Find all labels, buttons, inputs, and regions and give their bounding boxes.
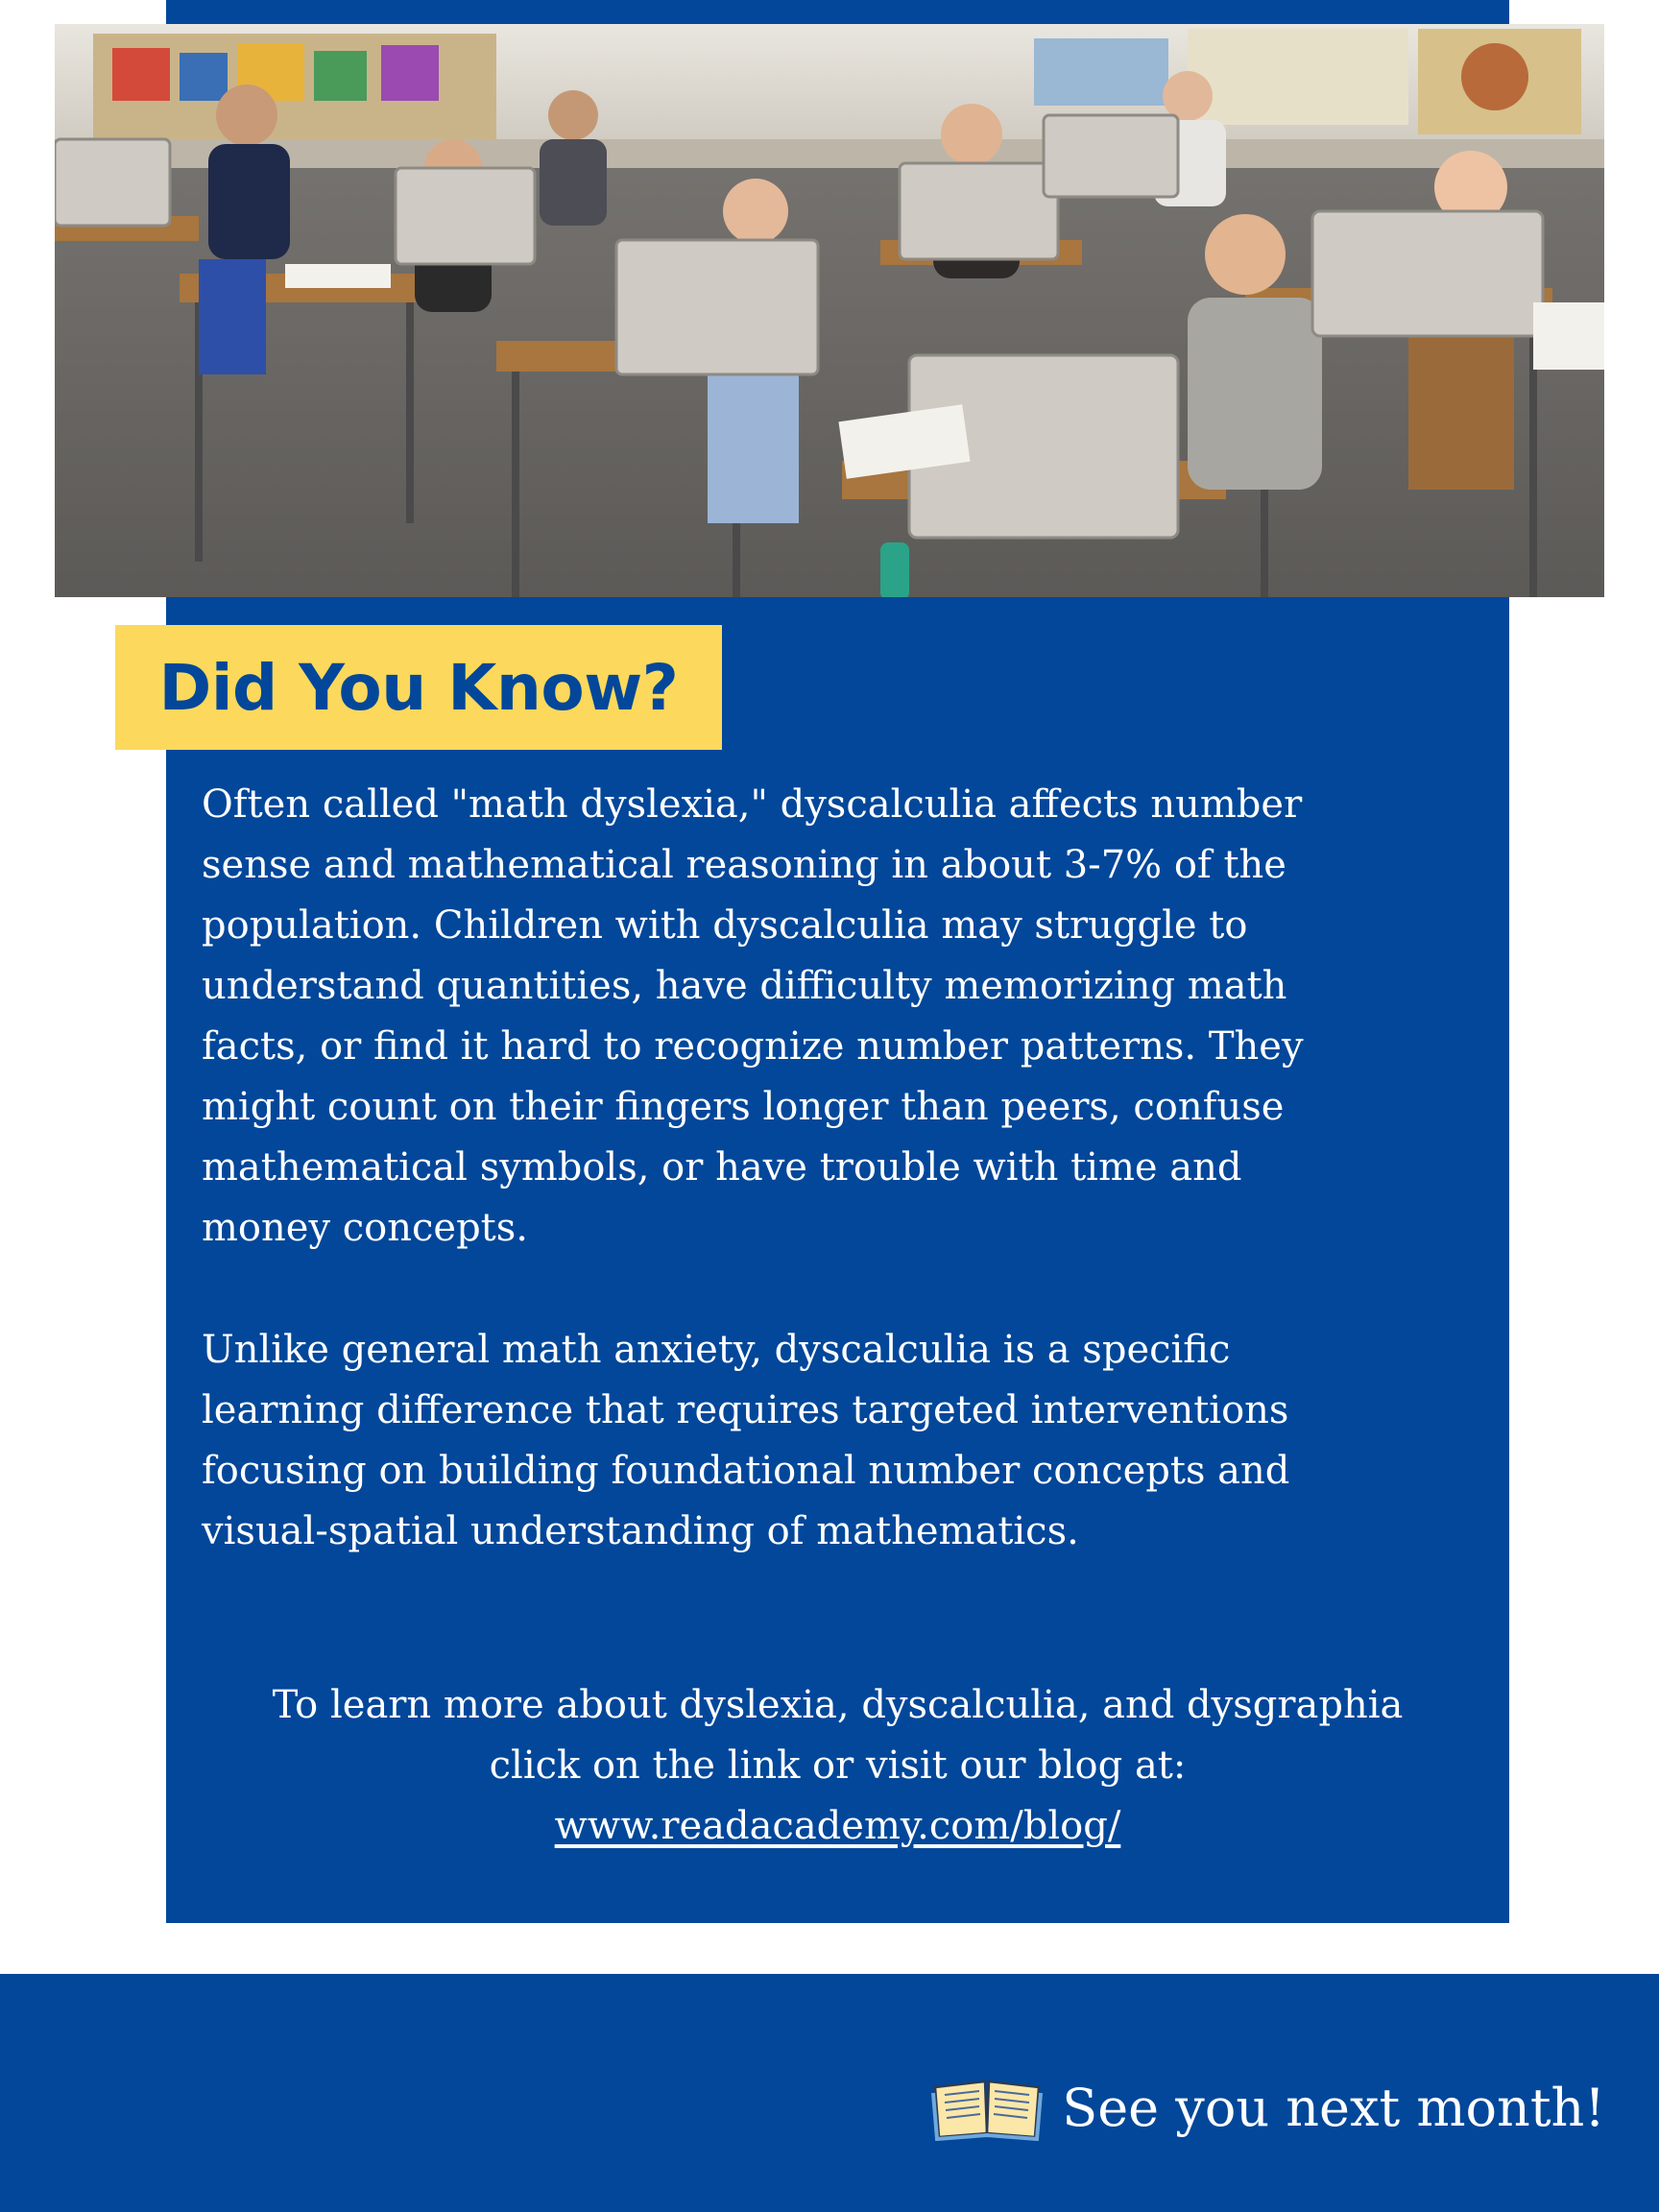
open-book-icon bbox=[929, 2074, 1045, 2141]
footer-signoff bbox=[929, 2074, 1605, 2141]
text-line: visual-spatial understanding of mathematics. bbox=[202, 1509, 1079, 1553]
text-line: focusing on building foundational number concepts and bbox=[202, 1449, 1290, 1493]
text-line: Unlike general math anxiety, dyscalculia is a specific bbox=[202, 1328, 1231, 1372]
text-line: learning difference that requires targeted interventions bbox=[202, 1388, 1289, 1432]
blog-call-to-action bbox=[166, 1675, 1509, 1857]
text-line: mathematical symbols, or have trouble with time and bbox=[202, 1145, 1242, 1190]
text-line: population. Children with dyscalculia may struggle to bbox=[202, 903, 1248, 948]
did-you-know-badge bbox=[115, 625, 722, 750]
section-heading: Did You Know? bbox=[158, 650, 679, 725]
classroom-photo bbox=[55, 24, 1604, 597]
cta-line: To learn more about dyslexia, dyscalculia, and dysgraphia bbox=[272, 1683, 1404, 1727]
paragraph-comparison bbox=[202, 1320, 1440, 1562]
classroom-illustration bbox=[55, 24, 1604, 597]
text-line: money concepts. bbox=[202, 1206, 528, 1250]
text-line: facts, or find it hard to recognize number patterns. They bbox=[202, 1024, 1304, 1069]
paragraph-intro bbox=[202, 775, 1440, 1259]
cta-line: click on the link or visit our blog at: bbox=[489, 1743, 1187, 1788]
text-line: might count on their fingers longer than peers, confuse bbox=[202, 1085, 1285, 1129]
text-line: understand quantities, have difficulty memorizing math bbox=[202, 964, 1287, 1008]
text-line: sense and mathematical reasoning in about 3-7% of the bbox=[202, 843, 1286, 887]
signoff-text: See you next month! bbox=[1062, 2077, 1605, 2138]
blog-link[interactable]: www.readacademy.com/blog/ bbox=[554, 1804, 1121, 1848]
text-line: Often called "math dyslexia," dyscalculia affects number bbox=[202, 782, 1303, 827]
